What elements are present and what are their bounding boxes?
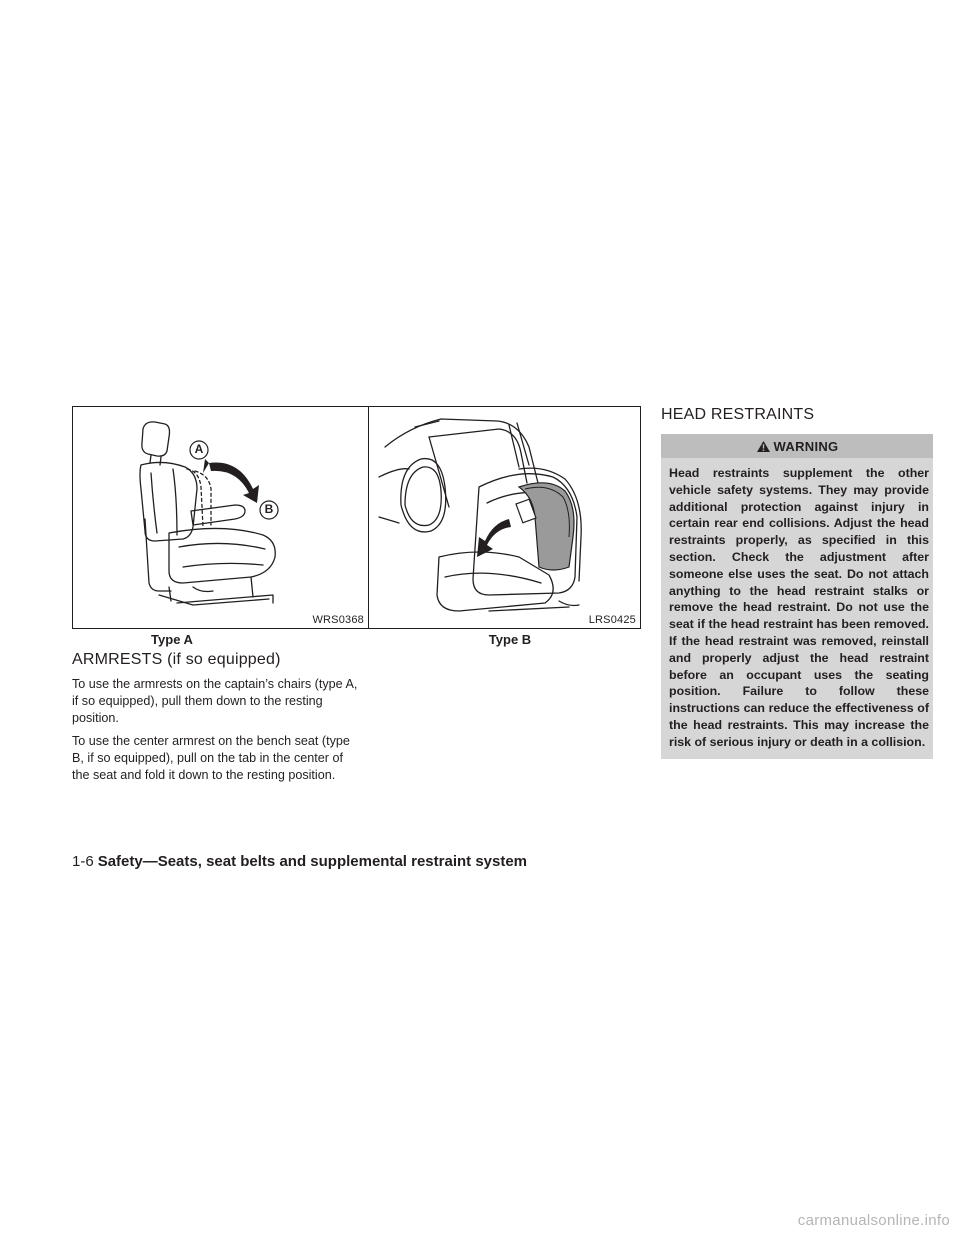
figure-caption-type-a: Type A [151, 632, 193, 647]
figure-code: WRS0368 [312, 614, 364, 626]
watermark: carmanualsonline.info [797, 1212, 950, 1229]
warning-box [661, 434, 933, 759]
page-number: 1-6 [72, 853, 94, 870]
footer-section-title: Safety—Seats, seat belts and supplemental restraint system [97, 853, 528, 870]
armrests-body [72, 676, 360, 791]
armrests-paragraph-1: To use the armrests on the captain’s chairs (type A, if so equipped), pull them down to the resting position. [72, 677, 358, 725]
head-restraints-heading: HEAD RESTRAINTS [661, 406, 815, 423]
figure-caption-type-b: Type B [488, 632, 532, 647]
armrests-paragraph-2: To use the center armrest on the bench seat (type B, if so equipped), pull on the tab in the center of the seat and fold it down to the resting position. [72, 734, 350, 782]
armrests-heading: ARMRESTS (if so equipped) [72, 651, 281, 668]
callout-b: B [264, 502, 274, 516]
warning-triangle-icon [756, 440, 771, 453]
warning-header [661, 434, 933, 458]
callout-a: A [194, 442, 204, 456]
captains-chair-illustration [73, 407, 368, 628]
page-footer [72, 853, 772, 870]
warning-text: Head restraints supplement the other vehicle safety systems. They may provide additional protection against injury in certain rear end collisions. Adjust the head restraints properly, as specified in this section. Check the adjustment after someone else uses the seat. Do not attach anything to the head restraint stalks or remove the head restraint. Do not use the seat if the head restraint has been removed. If the head restraint was removed, reinstall and properly adjust the head restraint before an occupant uses the seating position. Failure to follow these instructions can reduce the effectiveness of the head restraints. This may increase the risk of serious injury or death in a collision. [669, 466, 929, 749]
figure-type-b [368, 406, 641, 629]
figure-code: LRS0425 [588, 614, 636, 626]
bench-seat-illustration [369, 407, 640, 628]
warning-label: WARNING [773, 438, 839, 454]
figure-type-a [72, 406, 369, 629]
